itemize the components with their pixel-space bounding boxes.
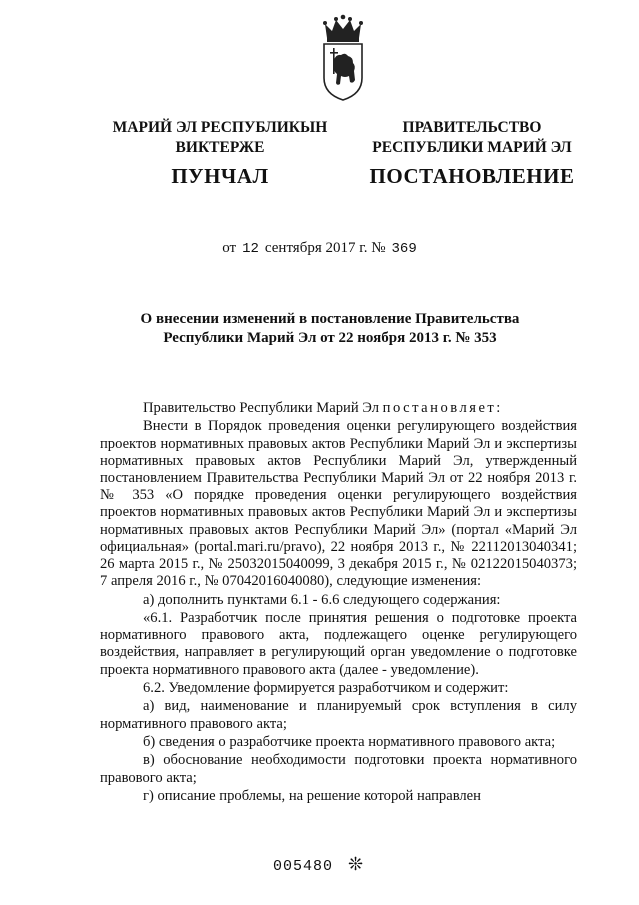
title-line1: О внесении изменений в постановление Правительства	[140, 311, 520, 327]
header-left-line1: МАРИЙ ЭЛ РЕСПУБЛИКЫН	[112, 119, 328, 136]
header-left-org	[100, 118, 340, 158]
body-paragraph-3: «6.1. Разработчик после принятия решения о подготовке проекта нормативного правового акта, подлежащего оценке регулирующего воздействия, направляет в регулирующий орган уведомление о подготовке проекта нормативного правового акта (далее - уведомление).	[100, 610, 577, 678]
date-day: 12	[242, 241, 259, 257]
body-lead	[100, 400, 577, 417]
decree-number: 369	[391, 241, 417, 257]
document-body	[100, 400, 577, 806]
doctype-right: ПОСТАНОВЛЕНИЕ	[369, 164, 575, 188]
document-title	[80, 310, 580, 348]
body-paragraph-2: а) дополнить пунктами 6.1 - 6.6 следующего содержания:	[143, 591, 501, 608]
header-right-org	[352, 118, 592, 158]
body-paragraph-7: в) обоснование необходимости подготовки проекта нормативного правового акта;	[100, 752, 577, 786]
body-paragraph-8: г) описание проблемы, на решение которой направлен	[143, 787, 481, 804]
header-right-line2: РЕСПУБЛИКИ МАРИЙ ЭЛ	[372, 139, 572, 156]
date-prefix: от	[222, 240, 237, 256]
header-right-line1: ПРАВИТЕЛЬСТВО	[402, 119, 542, 136]
body-paragraph-1: Внести в Порядок проведения оценки регулирующего воздействия проектов нормативных правовых актов Республики Марий Эл и экспертизы нормативных правовых актов Республики Марий Эл, утвержденный постановлением Правительства Республики Марий Эл от 22 ноября 2013 г. № 353 «О порядке проведения оценки регулирующего воздействия проектов нормативных правовых актов Республики Марий Эл и экспертизы нормативных правовых актов Республики Марий Эл» (портал «Марий Эл официальная» (portal.mari.ru/pravo), 22 ноября 2013 г., № 22112013040341; 26 марта 2015 г., № 25032015040099, 3 декабря 2015 г., № 02122015040373; 7 апреля 2016 г., № 07042016040080), следующие изменения:	[100, 418, 577, 590]
date-rest: сентября 2017 г. №	[264, 240, 386, 256]
date-line	[0, 240, 639, 257]
body-paragraph-6: б) сведения о разработчике проекта нормативного правового акта;	[143, 733, 556, 750]
lead-subject: Правительство Республики Марий Эл	[143, 400, 380, 416]
coat-of-arms-emblem	[318, 14, 368, 102]
body-paragraph-5: а) вид, наименование и планируемый срок вступления в силу нормативного правового акта;	[100, 698, 577, 732]
footer-serial-number: 005480	[273, 858, 334, 875]
lead-verb: постановляет:	[382, 400, 503, 416]
title-line2: Республики Марий Эл от 22 ноября 2013 г. № 353	[163, 330, 497, 346]
footer-mark-icon: ❊	[348, 854, 364, 874]
doctype-left: ПУНЧАЛ	[171, 164, 269, 188]
body-paragraph-4: 6.2. Уведомление формируется разработчиком и содержит:	[143, 680, 509, 696]
header-left-line2: ВИКТЕРЖЕ	[175, 139, 265, 156]
